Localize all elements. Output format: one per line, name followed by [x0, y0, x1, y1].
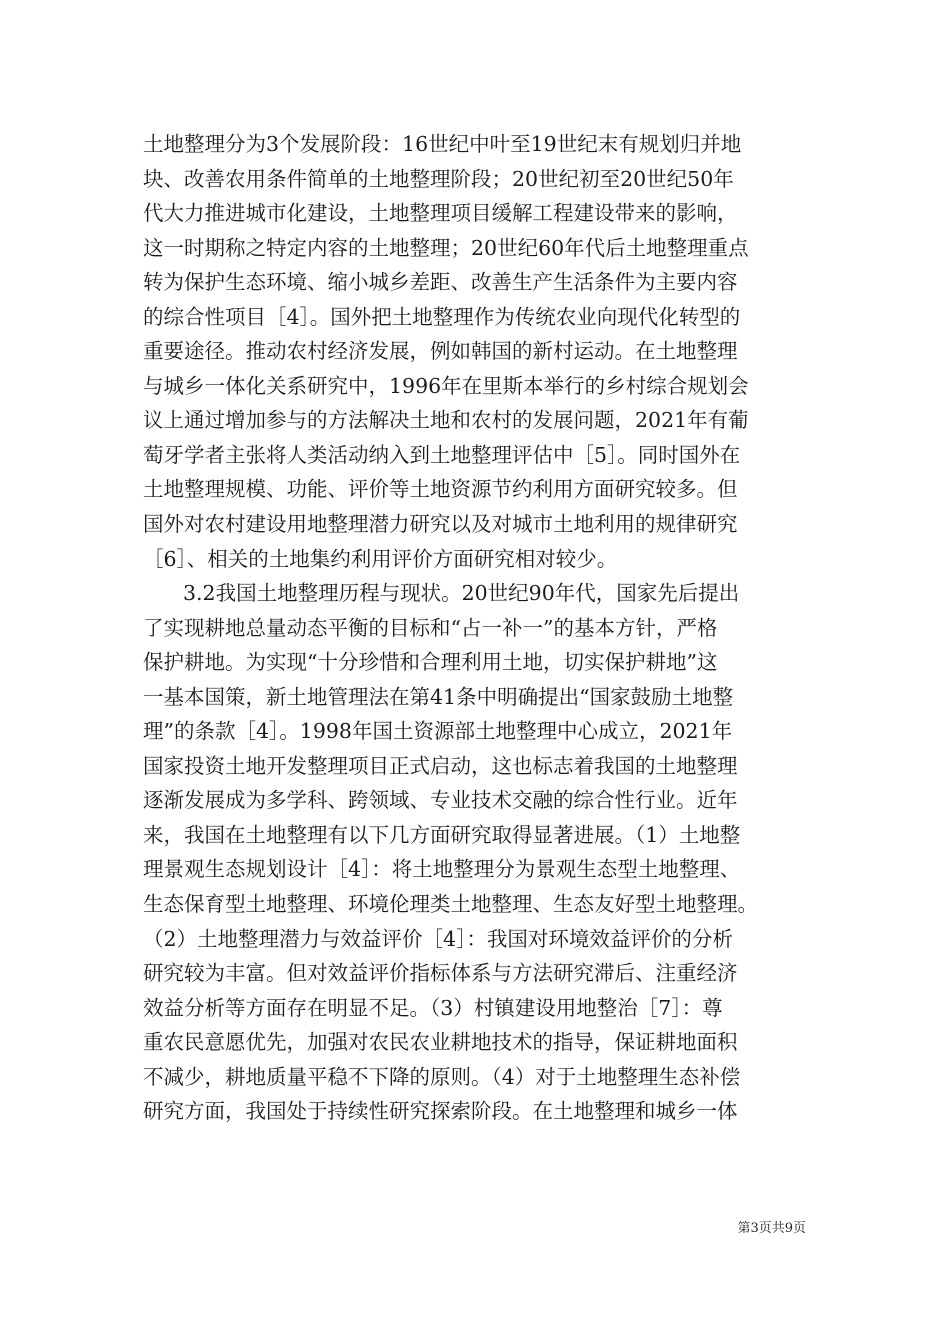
text-line: 的综合性项目［4］。国外把土地整理作为传统农业向现代化转型的 [143, 304, 741, 329]
text-line: 逐渐发展成为多学科、跨领域、专业技术交融的综合性行业。近年 [143, 788, 738, 813]
text-line: 这一时期称之特定内容的土地整理；20世纪60年代后土地整理重点 [143, 235, 749, 260]
text-line: 生态保育型土地整理、环境伦理类土地整理、生态友好型土地整理。 [143, 892, 758, 917]
page-number-footer: 第3页共9页 [737, 1221, 806, 1236]
text-line: 块、改善农用条件简单的土地整理阶段；20世纪初至20世纪50年 [143, 166, 734, 191]
text-line: 转为保护生态环境、缩小城乡差距、改善生产生活条件为主要内容 [143, 270, 738, 295]
text-line: 土地整理规模、功能、评价等土地资源节约利用方面研究较多。但 [143, 477, 738, 502]
text-line: 效益分析等方面存在明显不足。（3）村镇建设用地整治［7］：尊 [143, 995, 723, 1020]
text-line: 了实现耕地总量动态平衡的目标和“占一补一”的基本方针，严格 [143, 615, 718, 640]
text-line: 与城乡一体化关系研究中，1996年在里斯本举行的乡村综合规划会 [143, 373, 749, 398]
text-line: 重要途径。推动农村经济发展，例如韩国的新村运动。在土地整理 [143, 339, 738, 364]
section-heading-line: 3.2我国土地整理历程与现状。20世纪90年代，国家先后提出 [183, 581, 740, 606]
text-line: 来，我国在土地整理有以下几方面研究取得显著进展。（1）土地整 [143, 822, 741, 847]
text-line: 代大力推进城市化建设，土地整理项目缓解工程建设带来的影响， [143, 201, 738, 226]
text-line: 一基本国策，新土地管理法在第41条中明确提出“国家鼓励土地整 [143, 684, 734, 709]
text-line: （2）土地整理潜力与效益评价［4］：我国对环境效益评价的分析 [143, 926, 733, 951]
text-line: ［6］、相关的土地集约利用评价方面研究相对较少。 [143, 546, 618, 571]
text-line: 研究较为丰富。但对效益评价指标体系与方法研究滞后、注重经济 [143, 961, 738, 986]
text-line: 议上通过增加参与的方法解决土地和农村的发展问题，2021年有葡 [143, 408, 749, 433]
text-line: 理景观生态规划设计［4］：将土地整理分为景观生态型土地整理、 [143, 857, 741, 882]
text-line: 国家投资土地开发整理项目正式启动，这也标志着我国的土地整理 [143, 753, 738, 778]
text-line: 保护耕地。为实现“十分珍惜和合理利用土地，切实保护耕地”这 [143, 650, 718, 675]
text-line: 不减少，耕地质量平稳不下降的原则。（4）对于土地整理生态补偿 [143, 1064, 741, 1089]
text-line: 研究方面，我国处于持续性研究探索阶段。在土地整理和城乡一体 [143, 1099, 738, 1124]
body-text [143, 127, 843, 1129]
text-line: 萄牙学者主张将人类活动纳入到土地整理评估中［5］。同时国外在 [143, 442, 741, 467]
text-line: 国外对农村建设用地整理潜力研究以及对城市土地利用的规律研究 [143, 512, 738, 537]
text-line: 土地整理分为3个发展阶段：16世纪中叶至19世纪末有规划归并地 [143, 132, 742, 156]
text-line: 理”的条款［4］。1998年国土资源部土地整理中心成立，2021年 [143, 719, 733, 744]
text-line: 重农民意愿优先，加强对农民农业耕地技术的指导，保证耕地面积 [143, 1030, 738, 1055]
